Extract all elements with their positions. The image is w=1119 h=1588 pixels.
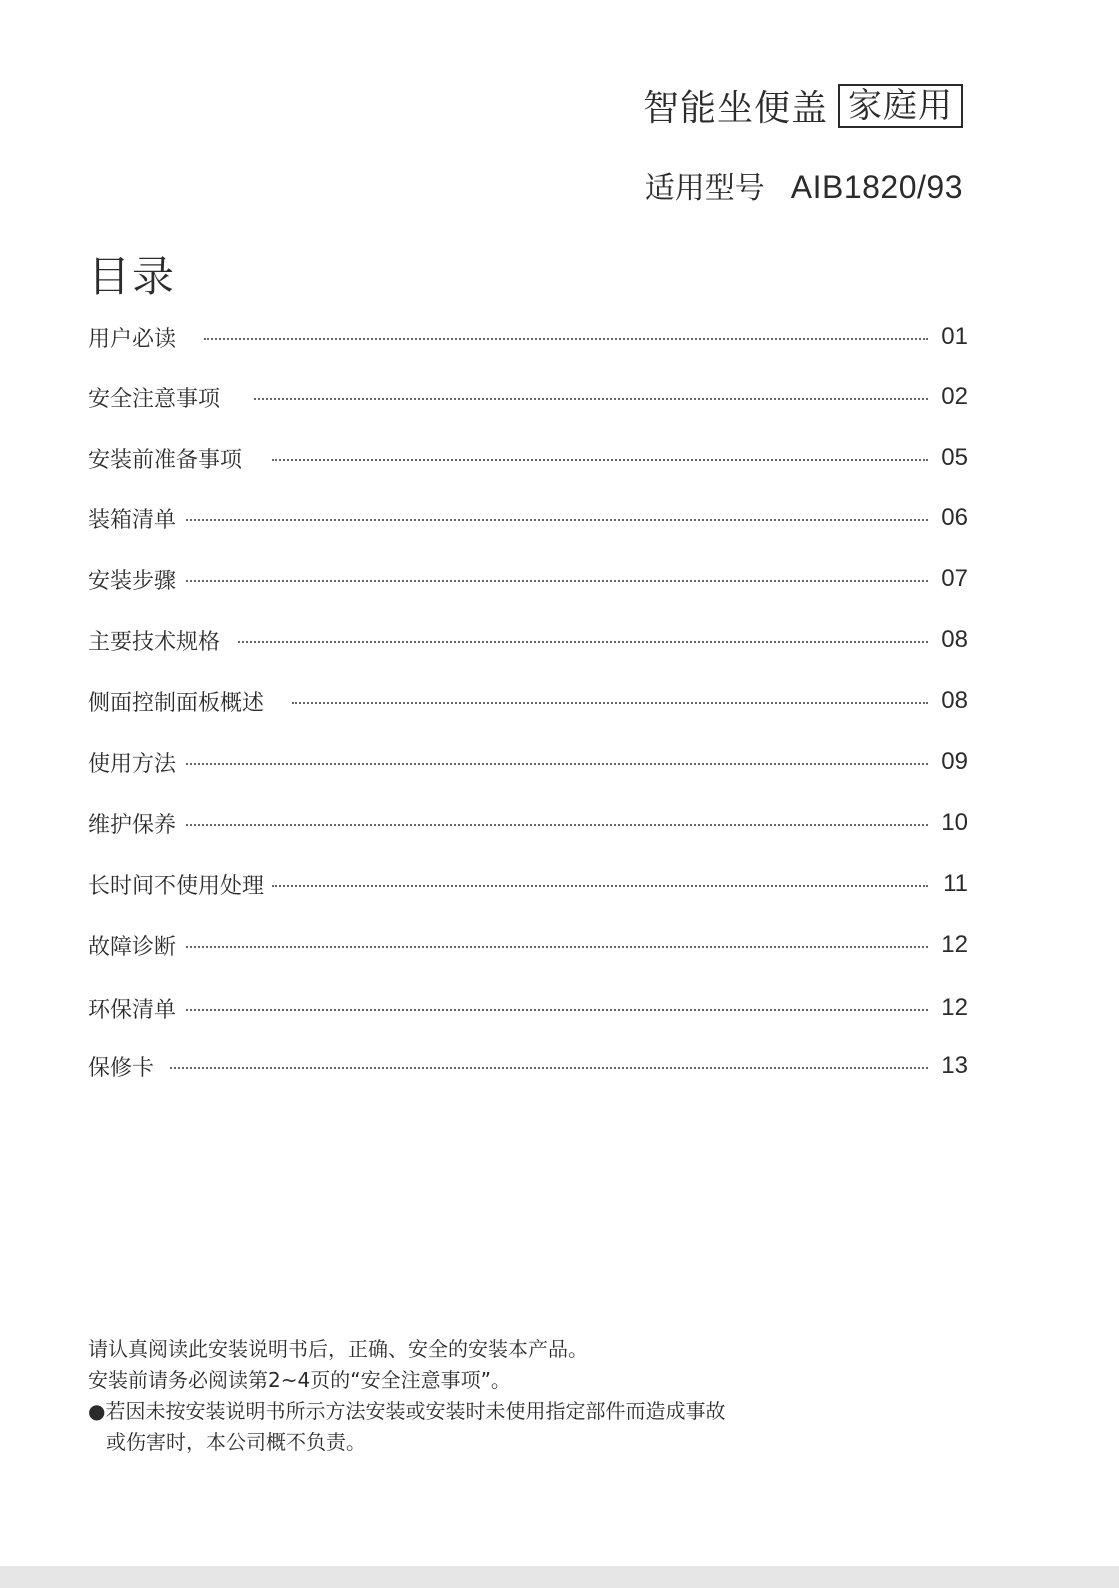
toc-leader-dots [170,1065,928,1069]
note-line: 请认真阅读此安装说明书后，正确、安全的安装本产品。 [88,1337,588,1361]
toc-item-label: 维护保养 [88,812,177,838]
toc-title: 目录 [88,252,177,301]
toc-item[interactable] [88,377,968,417]
toc-item-page: 09 [941,748,968,775]
toc-item-label: 安全注意事项 [88,386,221,412]
toc-item[interactable] [88,1046,968,1086]
toc-item[interactable] [88,559,968,599]
toc-leader-dots [186,822,928,826]
product-title: 智能坐便盖 [642,88,828,129]
toc-item[interactable] [88,988,968,1028]
toc-item[interactable] [88,742,968,782]
toc-item[interactable] [88,864,968,904]
bottom-divider [0,1566,1119,1588]
toc-item[interactable] [88,681,968,721]
toc-item[interactable] [88,803,968,843]
toc-item-page: 08 [941,687,968,714]
toc-item-page: 06 [941,504,968,531]
toc-item-page: 13 [941,1052,968,1079]
toc-item[interactable] [88,317,968,357]
toc-leader-dots [186,944,928,948]
toc-item-page: 01 [941,323,968,350]
model-row [643,163,963,207]
toc-leader-dots [272,883,928,887]
toc-item-label: 安装前准备事项 [88,447,243,473]
toc-leader-dots [292,700,928,704]
reading-notes [88,1334,725,1458]
toc-item-page: 11 [943,870,968,897]
toc-item[interactable] [88,925,968,965]
title-row [643,80,963,131]
toc-leader-dots [186,1007,928,1011]
document-header [643,80,963,207]
toc-item-label: 侧面控制面板概述 [88,690,265,716]
toc-leader-dots [186,761,928,765]
model-label: 适用型号 [644,171,765,206]
toc-leader-dots [186,578,928,582]
toc-item-page: 02 [941,383,968,410]
toc-item-page: 07 [941,565,968,592]
toc-item-page: 12 [941,994,968,1021]
usage-label-box: 家庭用 [838,84,963,128]
toc-item-page: 10 [941,809,968,836]
note-line: 安装前请务必阅读第2~4页的“安全注意事项”。 [88,1368,511,1392]
toc-item-label: 主要技术规格 [88,629,221,655]
toc-leader-dots [238,639,928,643]
toc-leader-dots [186,517,928,521]
toc-item-label: 使用方法 [88,751,177,777]
note-line: 或伤害时，本公司概不负责。 [106,1430,366,1454]
toc-item[interactable] [88,498,968,538]
toc-item-label: 保修卡 [88,1055,155,1081]
toc-item-label: 安装步骤 [88,568,177,594]
toc-item-label: 长时间不使用处理 [88,873,265,899]
toc-item-page: 05 [941,444,968,471]
model-code: AIB1820/93 [790,169,963,205]
toc-item-label: 故障诊断 [88,934,177,960]
toc-leader-dots [254,396,928,400]
toc-item-label: 环保清单 [88,997,177,1023]
toc-item-label: 装箱清单 [88,507,177,533]
toc-leader-dots [204,336,928,340]
toc-item-page: 08 [941,626,968,653]
toc-item-label: 用户必读 [88,326,177,352]
toc-item-page: 12 [941,931,968,958]
toc-leader-dots [272,457,928,461]
note-line: ●若因未按安装说明书所示方法安装或安装时未使用指定部件而造成事故 [88,1399,726,1423]
toc-item[interactable] [88,438,968,478]
toc-item[interactable] [88,620,968,660]
